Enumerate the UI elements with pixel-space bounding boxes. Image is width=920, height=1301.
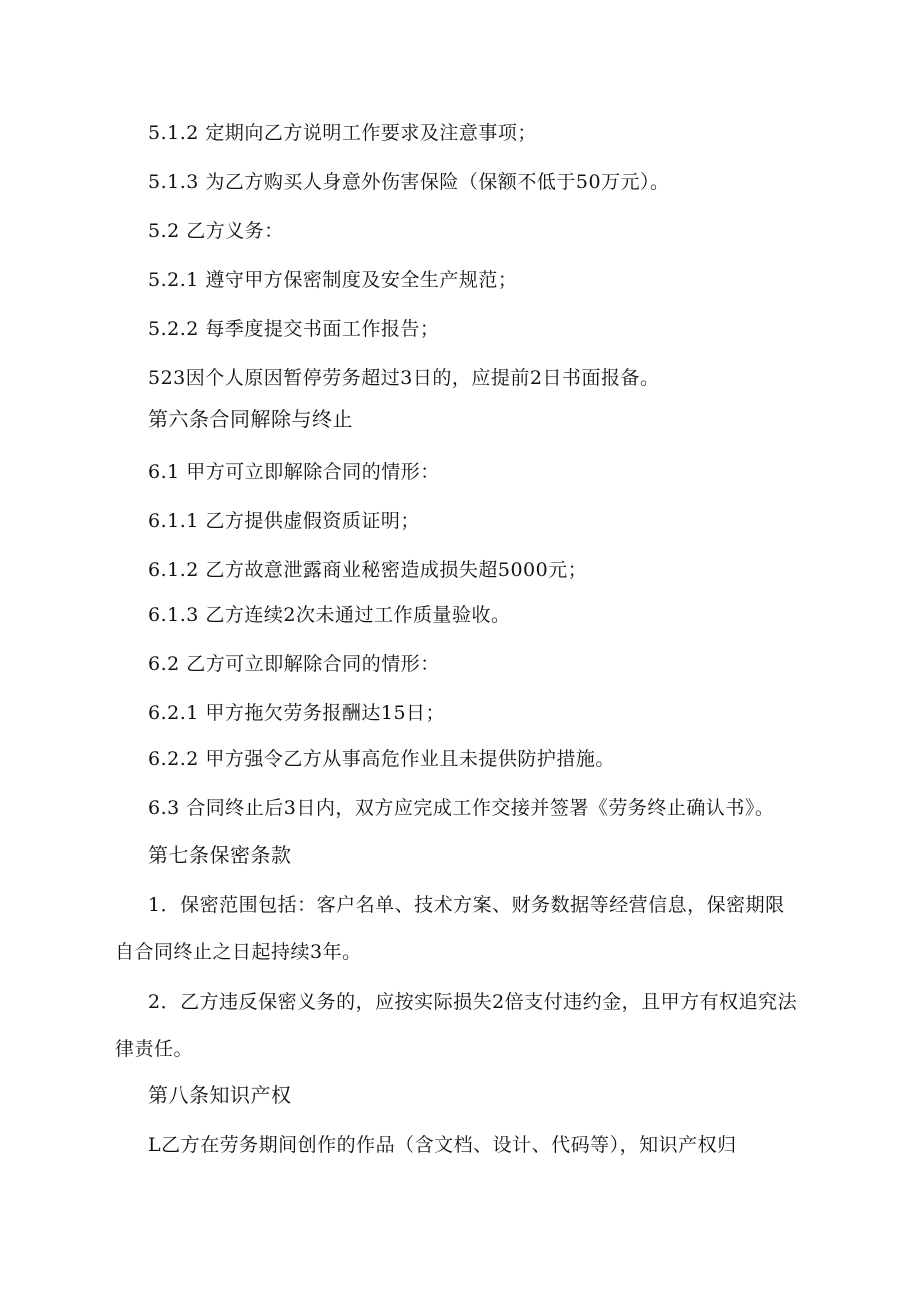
clause-5-2-2: 5.2.2 每季度提交书面工作报告； [148,318,440,340]
clause-6-1-2: 6.1.2 乙方故意泄露商业秘密造成损失超5000元； [148,559,588,581]
confidentiality-item-2-cont: 律责任。 [115,1038,194,1060]
clause-6-3: 6.3 合同终止后3日内，双方应完成工作交接并签署《劳务终止确认书》。 [148,797,775,819]
clause-6-1: 6.1 甲方可立即解除合同的情形： [148,461,440,483]
clause-6-2-1: 6.2.1 甲方拖欠劳务报酬达15日； [148,702,446,724]
clause-5-2-3: 523因个人原因暂停劳务超过3日的，应提前2日书面报备。 [148,367,660,389]
clause-6-1-3: 6.1.3 乙方连续2次未通过工作质量验收。 [148,604,511,626]
clause-5-2-1: 5.2.1 遵守甲方保密制度及安全生产规范； [148,269,518,291]
clause-5-1-2: 5.1.2 定期向乙方说明工作要求及注意事项； [148,122,537,144]
clause-5-1-3: 5.1.3 为乙方购买人身意外伤害保险（保额不低于50万元）。 [148,171,670,193]
clause-6-2: 6.2 乙方可立即解除合同的情形： [148,653,440,675]
ip-item-1: L乙方在劳务期间创作的作品（含文档、设计、代码等），知识产权归 [148,1134,737,1156]
confidentiality-item-1: 1．保密范围包括：客户名单、技术方案、财务数据等经营信息，保密期限 [148,894,785,916]
clause-5-2: 5.2 乙方义务： [148,220,284,242]
clause-6-2-2: 6.2.2 甲方强令乙方从事高危作业且未提供防护措施。 [148,748,615,770]
clause-6-1-1: 6.1.1 乙方提供虚假资质证明； [148,510,420,532]
article-6-heading: 第六条合同解除与终止 [148,407,353,431]
article-7-heading: 第七条保密条款 [148,843,292,867]
article-8-heading: 第八条知识产权 [148,1083,292,1107]
confidentiality-item-1-cont: 自合同终止之日起持续3年。 [115,941,362,963]
confidentiality-item-2: 2．乙方违反保密义务的，应按实际损失2倍支付违约金，且甲方有权追究法 [148,991,798,1013]
